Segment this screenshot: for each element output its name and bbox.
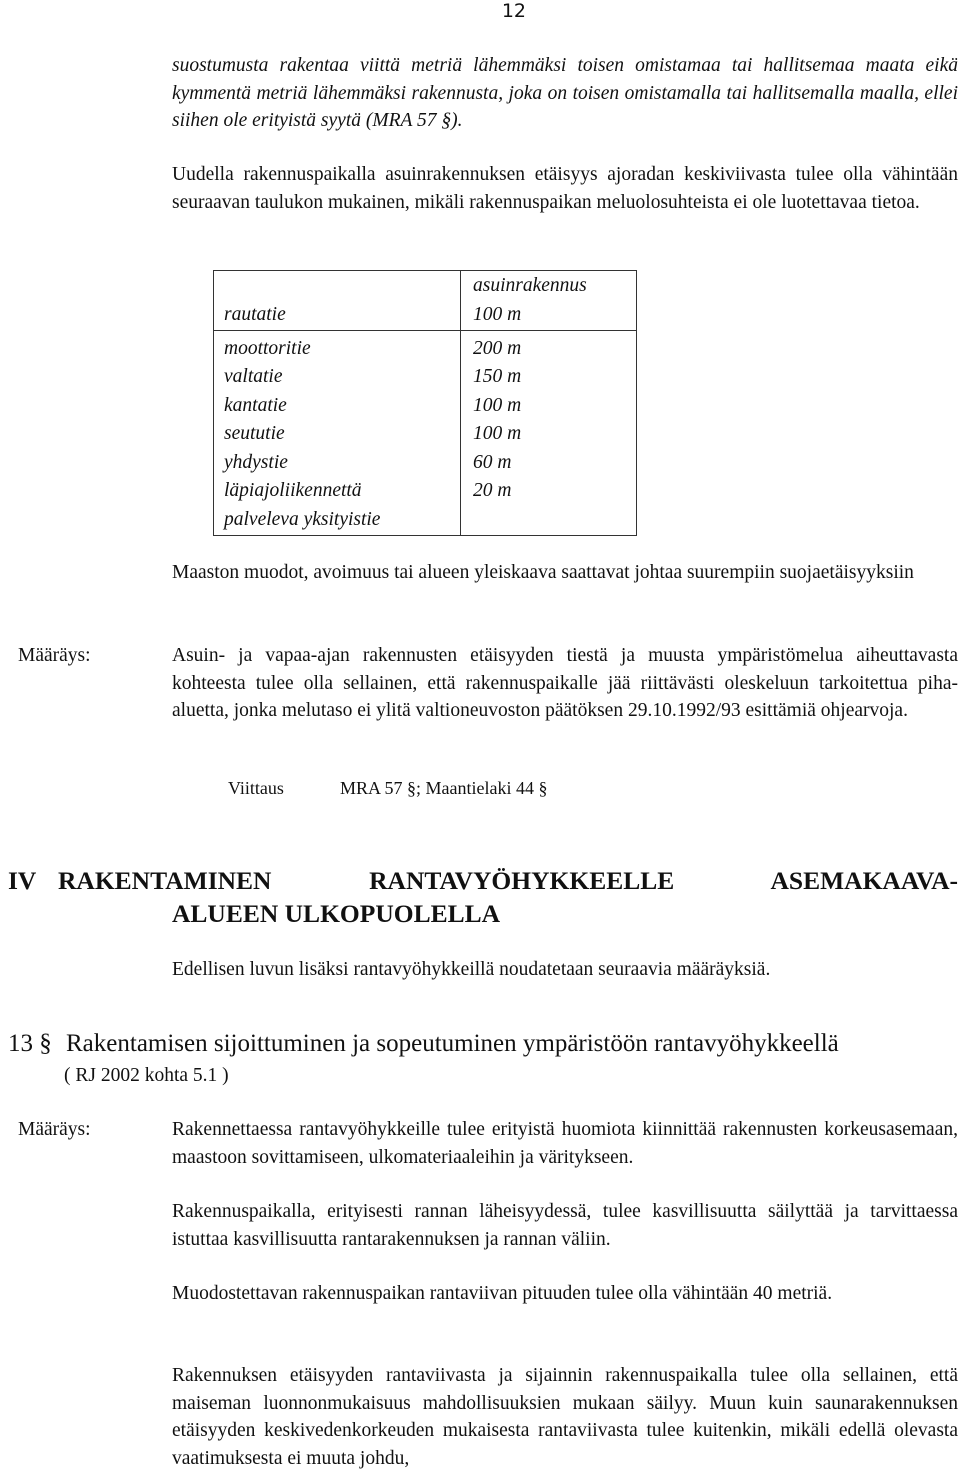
section-number: 13 § — [8, 1030, 52, 1057]
distance-value: 20 m — [473, 480, 512, 501]
page-number: 12 — [501, 0, 526, 22]
table-cell-road — [214, 271, 461, 331]
chapter-heading — [8, 864, 958, 930]
distance-value: 100 m — [473, 303, 522, 325]
distance-value: 60 m — [473, 451, 512, 473]
table-cell-distance — [461, 330, 637, 536]
distance-value: 100 m — [473, 423, 522, 444]
maarays-label: Määräys: — [18, 1119, 91, 1140]
section-paragraph: Rakennuksen etäisyyden rantaviivasta ja sijainnin rakennuspaikalla tulee olla sellainen, että maiseman luonnonmukaisuus mahdollisuuksien mukaan säilyy. Muun kuin saunarakennuksen etäisyyden keskivedenkorkeuden mukaisesta rantaviivasta tulee kuitenkin, mikäli edellä olevasta vaatimuksesta ei muuta johdu, — [172, 1365, 958, 1469]
section-title: Rakentamisen sijoittuminen ja sopeutuminen ympäristöön rantavyöhykkeellä — [66, 1030, 839, 1057]
distance-value: 200 m — [473, 337, 522, 359]
maarays-paragraph: Asuin- ja vapaa-ajan rakennusten etäisyyden tiestä ja muusta ympäristömelua aiheuttavasta kohteesta tulee olla sellainen, että rakennuspaikalle jää riittävästi oleskeluun tarkoitettua piha-aluetta, jonka melutaso ei ylitä valtioneuvoston päätöksen 29.10.1992/93 esittämiä ohjearvoja. — [172, 645, 958, 721]
section-paragraph: Rakennettaessa rantavyöhykkeille tulee erityistä huomiota kiinnittää rakennusten korkeusasemaan, maastoon sovittamiseen, ulkomateriaaleihin ja väritykseen. — [172, 1119, 958, 1168]
road-type: yhdystie — [224, 451, 288, 473]
paragraph-distance-intro: Uudella rakennuspaikalla asuinrakennuksen etäisyys ajoradan keskiviivasta tulee olla vähintään seuraavan taulukon mukainen, mikäli rakennuspaikan meluolosuhteista ei ole luotettavaa tietoa. — [172, 164, 958, 213]
chapter-title-continued: ALUEEN ULKOPUOLELLA — [172, 899, 501, 928]
table-header: asuinrakennus — [473, 275, 587, 296]
table-row — [214, 330, 637, 536]
chapter-title: RAKENTAMINEN RANTAVYÖHYKKEELLE ASEMAKAAVA- — [58, 866, 958, 895]
chapter-number: IV — [8, 866, 37, 895]
paragraph-terrain: Maaston muodot, avoimuus tai alueen yleiskaava saattavat johtaa suurempiin suojaetäisyyksiin — [172, 562, 914, 583]
road-type: moottoritie — [224, 337, 311, 359]
section-paragraph: Rakennuspaikalla, erityisesti rannan läheisyydessä, tulee kasvillisuutta säilyttää ja tarvittaessa istuttaa kasvillisuutta rantarakennuksen ja rannan väliin. — [172, 1201, 958, 1250]
distance-value: 100 m — [473, 394, 522, 416]
distance-table — [213, 270, 637, 536]
section-reference: ( RJ 2002 kohta 5.1 ) — [64, 1065, 229, 1086]
road-type: palveleva yksityistie — [224, 508, 381, 530]
road-type: valtatie — [224, 366, 283, 387]
table-row — [214, 271, 637, 331]
section-heading — [8, 1030, 958, 1058]
road-type: kantatie — [224, 394, 287, 416]
distance-value: 150 m — [473, 366, 522, 387]
intro-paragraph: suostumusta rakentaa viittä metriä lähemmäksi toisen omistamaa tai hallitsemaa maata eikä kymmentä metriä lähemmäksi rakennusta, joka on toisen omistamalla tai hallitsemalla maalla, ellei siihen ole erityistä syytä (MRA 57 §). — [172, 55, 958, 131]
reference-label: Viittaus — [228, 778, 284, 798]
road-type: seututie — [224, 423, 285, 444]
maarays-label: Määräys: — [18, 645, 91, 666]
table-cell-road — [214, 330, 461, 536]
table-cell-distance — [461, 271, 637, 331]
section-paragraph: Muodostettavan rakennuspaikan rantaviivan pituuden tulee olla vähintään 40 metriä. — [172, 1283, 833, 1304]
road-type: rautatie — [224, 304, 286, 325]
chapter-intro: Edellisen luvun lisäksi rantavyöhykkeillä noudatetaan seuraavia määräyksiä. — [172, 959, 771, 980]
reference-text: MRA 57 §; Maantielaki 44 § — [340, 778, 548, 798]
road-type: läpiajoliikennettä — [224, 480, 362, 501]
reference-line — [228, 775, 547, 803]
